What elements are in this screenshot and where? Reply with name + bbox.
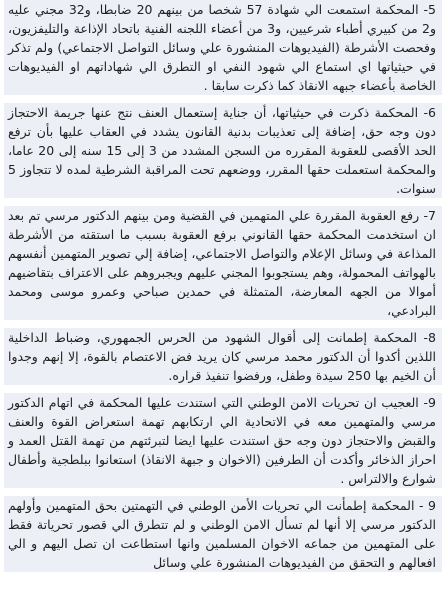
paragraph-item-9b: 9 - المحكمة إطمأنت الي تحريات الأمن الوطني في التهمتين بحق المتهمين وأولهم الدكتور مرسي إلا أنها لم تسأل الامن الوطني و لم تتطرق الي قصور تحرياتة فقط على المتهمين من جماعه الاخوان المسلمين وانها استطاعت ان تصل اليهم و الي افعالهم و التحقق من الفيديوهات المنشورة علي وسائل	[4, 496, 442, 572]
paragraph-item-5: 5- المحكمة استمعت الي شهادة 57 شخصا من بينهم 20 ضابطا، و32 مجني عليه و2 من كبيري أطباء شرعيين، و3 من أعضاء اللجنه الفنية باتحاد الإذاعة والتليفزيون، وفحصت الأشرطة (الفيديوهات المنشورة علي وسائل التواصل الاجتماعي) ولم تذكر في حيثياتها اي استماع الي شهود النفي او التطرق الي شهاداتهم او الفيديوهات الخاصة بأعضاء جبهه الانقاذ كما ذكرت سابقا .	[4, 0, 442, 95]
paragraph-item-6: 6- المحكمة ذكرت في حيثياتها، أن جناية إستعمال العنف نتج عنها جريمة الاحتجاز دون وجه حق، إضافة إلى تعذيبات بدنية القانون يشدد في العقاب عليها بأن ترفع الحد الأقصى للعقوبة المقرره من السجن المشدد من 3 إلى 15 سنه إلى 20 عاما، والمحكمة استعملت حقها المقرر، ووضعهم تحت المراقبة الشرطية لمده لا تتجاوز 5 سنوات.	[4, 103, 442, 198]
paragraph-item-9a: 9- العجيب ان تحريات الامن الوطني التي استندت عليها المحكمة في اتهام الدكتور مرسي والمتهمين معه في الاتحادية الي ارتكابهم تهمة استعراض القوة والعنف والقبض والاحتجاز دون وجه حق استندت عليها ايضا لتبرئتهم من تهمة القتل العمد و احراز الذخائر وأكدت أن الطرفين (الاخوان و جبهة الانقاذ) استعانوا ببلطجية وأطفال شوارع والالتراس .	[4, 393, 442, 488]
paragraph-item-7: 7- رفع العقوبة المقررة علي المتهمين في القضية ومن بينهم الدكتور مرسي تم بعد ان استخدمت المحكمة حقها القانوني برفع العقوبة بسبب ما استقته من الأشرطة المذاعة في وسائل الإعلام والتواصل الاجتماعي، إضافة إلي تصوير المتهمين أنفسهم بالهواتف المحمولة، وهم يستجوبوا المجني عليهم ويجبروهم على الاعتراف بتقاضيهم أموالا من الجهه المعارضة، المتمثلة في حمدين صباحي وعمرو موسى ومحمد البرادعي،	[4, 206, 442, 320]
paragraph-item-8: 8- المحكمة إطمانت إلى أقوال الشهود من الحرس الجمهوري، وضباط الداخلية اللذين أكدوا أن الدكتور محمد مرسي كان يريد فض الاعتصام بالقوة، إلا إنهم وجدوا أن الخيم بها 250 سيدة وطفل، ورفضوا تنفيذ قراره.	[4, 328, 442, 385]
